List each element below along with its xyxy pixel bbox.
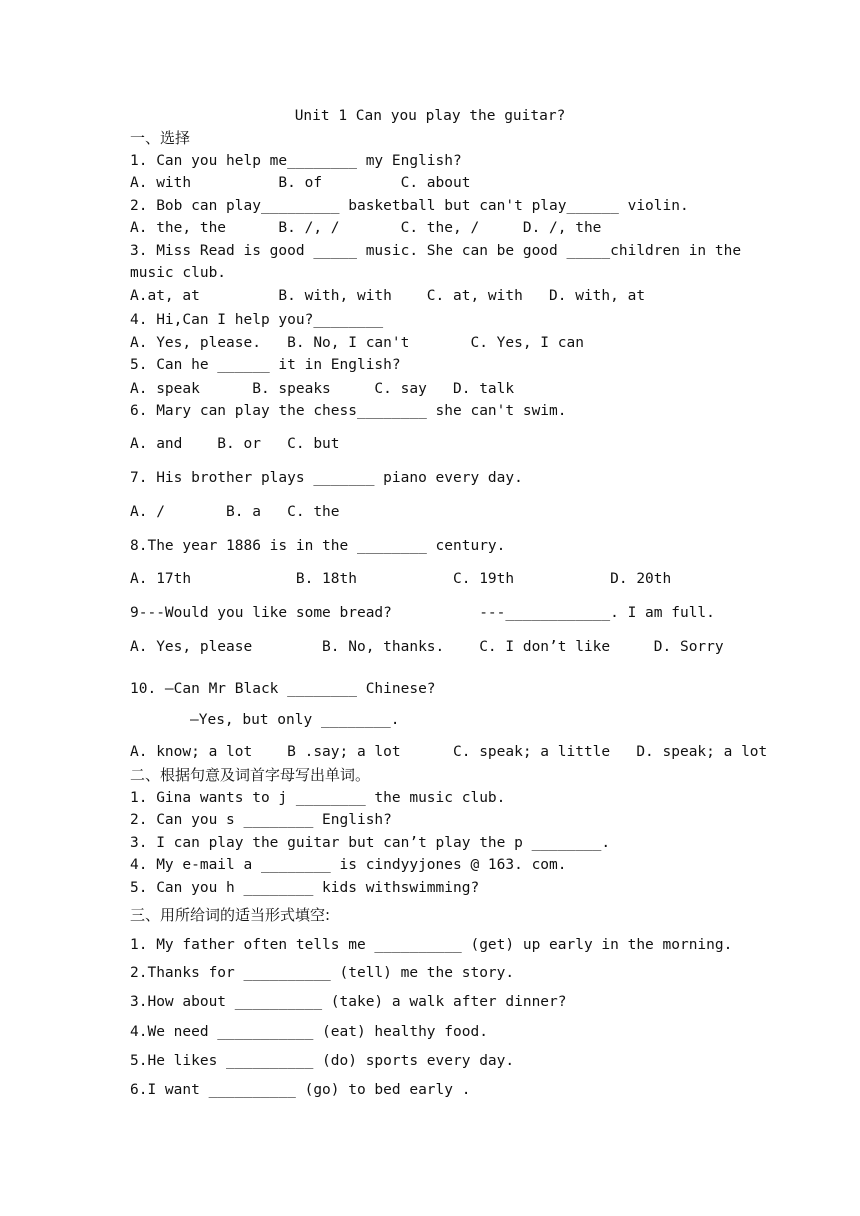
question-line-continued: —Yes, but only ________. xyxy=(190,712,400,728)
option-line: A. Yes, please B. No, thanks. C. I don’t like D. Sorry xyxy=(130,639,724,655)
question-line: 2. Can you s ________ English? xyxy=(130,812,392,828)
question-line: 2. Bob can play_________ basketball but can't play______ violin. xyxy=(130,198,689,214)
option-line: A. speak B. speaks C. say D. talk xyxy=(130,381,515,397)
question-line: 1. Can you help me________ my English? xyxy=(130,153,462,169)
page-title: Unit 1 Can you play the guitar? xyxy=(294,108,566,124)
option-line: A. / B. a C. the xyxy=(130,504,340,520)
question-line: 4.We need ___________ (eat) healthy food. xyxy=(130,1024,488,1040)
option-line: A. the, the B. /, / C. the, / D. /, the xyxy=(130,220,602,236)
question-line: 1. My father often tells me __________ (get) up early in the morning. xyxy=(130,937,733,953)
question-line: 5.He likes __________ (do) sports every day. xyxy=(130,1053,515,1069)
question-line: 5. Can you h ________ kids withswimming? xyxy=(130,880,480,896)
question-line: 6. Mary can play the chess________ she can't swim. xyxy=(130,403,567,419)
option-line: A. Yes, please. B. No, I can't C. Yes, I can xyxy=(130,335,584,351)
question-line: 9---Would you like some bread? ---____________. I am full. xyxy=(130,605,715,621)
question-line: 2.Thanks for __________ (tell) me the story. xyxy=(130,965,515,981)
question-line-continued: music club. xyxy=(130,265,227,281)
question-line: 5. Can he ______ it in English? xyxy=(130,357,401,373)
section-2-heading: 二、根据句意及词首字母写出单词。 xyxy=(130,766,371,784)
question-line: 7. His brother plays _______ piano every day. xyxy=(130,470,523,486)
question-line: 6.I want __________ (go) to bed early . xyxy=(130,1082,471,1098)
option-line: A.at, at B. with, with C. at, with D. with, at xyxy=(130,288,646,304)
question-line: 3. I can play the guitar but can’t play the p ________. xyxy=(130,835,611,851)
option-line: A. with B. of C. about xyxy=(130,175,471,191)
section-3-heading: 三、用所给词的适当形式填空: xyxy=(130,906,331,924)
question-line: 4. Hi,Can I help you?________ xyxy=(130,312,384,328)
question-line: 8.The year 1886 is in the ________ century. xyxy=(130,538,506,554)
question-line: 3. Miss Read is good _____ music. She can be good _____children in the xyxy=(130,243,742,259)
question-line: 4. My e-mail a ________ is cindyyjones @ 163. com. xyxy=(130,857,567,873)
question-line: 3.How about __________ (take) a walk after dinner? xyxy=(130,994,567,1010)
option-line: A. and B. or C. but xyxy=(130,436,340,452)
question-line: 1. Gina wants to j ________ the music club. xyxy=(130,790,506,806)
option-line: A. know; a lot B .say; a lot C. speak; a little D. speak; a lot xyxy=(130,744,768,760)
question-line: 10. —Can Mr Black ________ Chinese? xyxy=(130,681,436,697)
section-1-heading: 一、选择 xyxy=(130,129,191,147)
option-line: A. 17th B. 18th C. 19th D. 20th xyxy=(130,571,672,587)
